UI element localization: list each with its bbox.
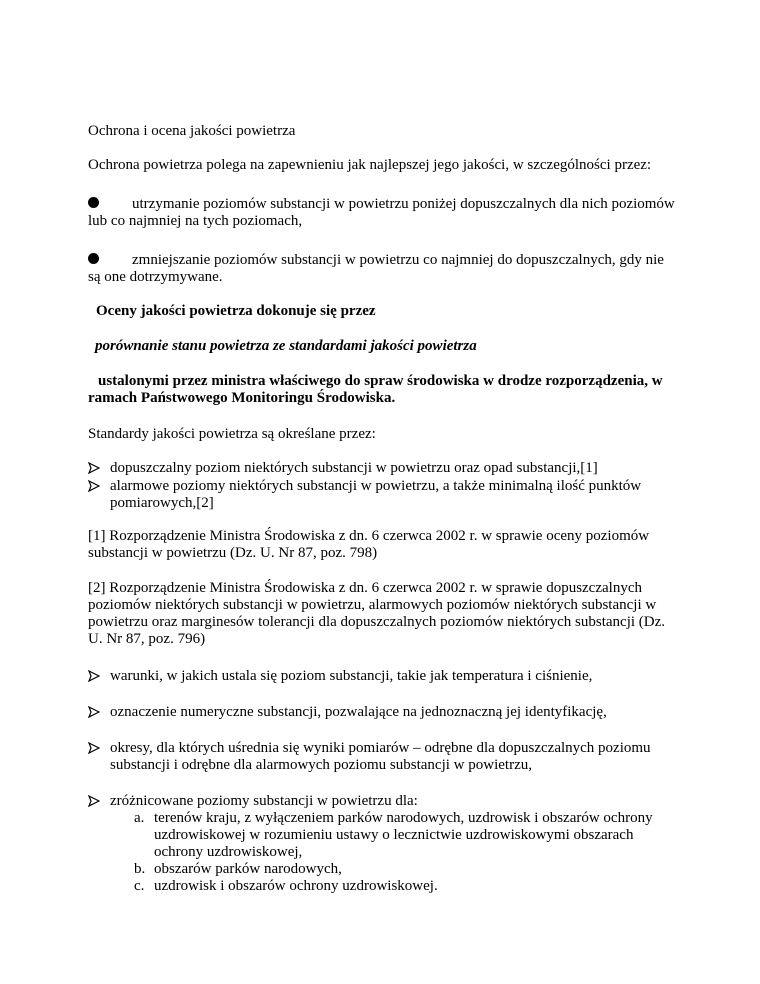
list-item: dopuszczalny poziom niektórych substancji w powietrzu oraz opad substancji,[1] [110,460,598,476]
sub-item-letter: b. [134,861,146,877]
list-item: okresy, dla których uśrednia się wyniki pomiarów – odrębne dla dopuszczalnych poziomu substancji i odrębne dla alarmowych poziomu substancji w powietrzu, [110,740,651,773]
comparison-line: porównanie stanu powietrza ze standardami jakości powietrza [95,338,477,354]
arrow-bullet-icon [88,670,100,682]
sub-item: obszarów parków narodowych, [154,861,342,877]
footnote-2: [2] Rozporządzenie Ministra Środowiska z dn. 6 czerwca 2002 r. w sprawie dopuszczalnych poziomów niektórych substancji w powietrzu, alarmowych poziomów niektórych substancji w powietrzu oraz marginesów tolerancji dla dopuszczalnych poziomów niektórych substancji (Dz. U. Nr 87, poz. 796) [88,580,666,647]
list-item: alarmowe poziomy niektórych substancji w powietrzu, a także minimalną ilość punktów pomiarowych,[2] [110,478,642,511]
list-item: zróżnicowane poziomy substancji w powietrzu dla: [110,793,418,809]
arrow-bullet-icon [88,795,100,807]
sub-item-letter: c. [134,878,145,894]
footnote-1: [1] Rozporządzenie Ministra Środowiska z dn. 6 czerwca 2002 r. w sprawie oceny poziomów substancji w powietrzu (Dz. U. Nr 87, poz. 798) [88,528,650,561]
sub-item-letter: a. [134,810,145,826]
arrow-bullet-icon [88,706,100,718]
document-title: Ochrona i ocena jakości powietrza [88,123,296,139]
intro-paragraph: Ochrona powietrza polega na zapewnieniu jak najlepszej jego jakości, w szczególności przez: [88,157,652,173]
sub-item: uzdrowisk i obszarów ochrony uzdrowiskowej. [154,878,438,894]
sub-item: terenów kraju, z wyłączeniem parków narodowych, uzdrowisk i obszarów ochrony uzdrowiskowej w rozumieniu ustawy o lecznictwie uzdrowiskowymi obszarach ochrony uzdrowiskowej, [154,810,653,860]
arrow-bullet-icon [88,480,100,492]
established-paragraph: ustalonymi przez ministra właściwego do spraw środowiska w drodze rozporządzenia, w ramach Państwowego Monitoringu Środowiska. [88,373,663,406]
list-item: utrzymanie poziomów substancji w powietrzu poniżej dopuszczalnych dla nich poziomów lub co najmniej na tych poziomach, [88,196,675,229]
arrow-bullet-icon [88,742,100,754]
arrow-bullet-icon [88,462,100,474]
list-item: oznaczenie numeryczne substancji, pozwalające na jednoznaczną jej identyfikację, [110,704,607,720]
assessment-heading: Oceny jakości powietrza dokonuje się przez [96,303,376,319]
standards-intro: Standardy jakości powietrza są określane przez: [88,426,376,442]
list-item: warunki, w jakich ustala się poziom substancji, takie jak temperatura i ciśnienie, [110,668,593,684]
list-item: zmniejszanie poziomów substancji w powietrzu co najmniej do dopuszczalnych, gdy nie są one dotrzymywane. [88,252,664,285]
